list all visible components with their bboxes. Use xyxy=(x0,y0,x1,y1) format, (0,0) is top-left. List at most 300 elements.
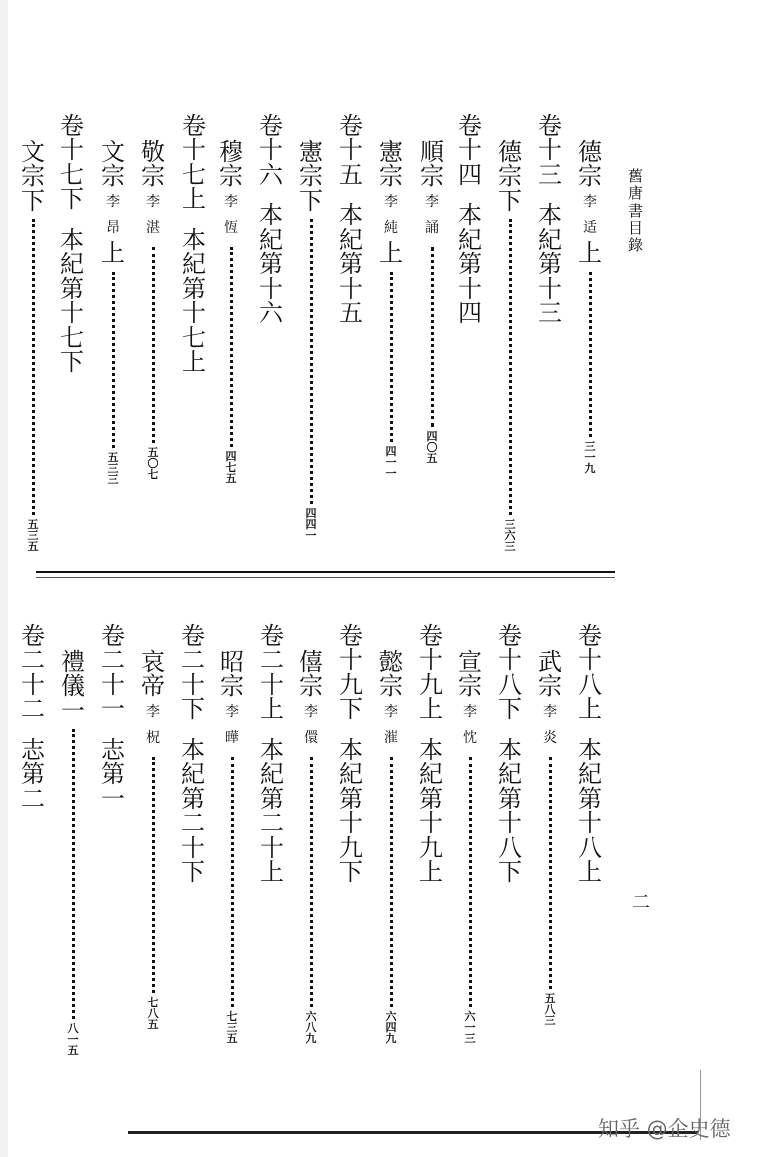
section-title-char: 八 xyxy=(578,833,602,862)
section-title-char: 紀 xyxy=(259,225,283,254)
entry-title-char: 禮 xyxy=(61,648,85,676)
toc-entry xyxy=(21,140,45,552)
section-title-char: 八 xyxy=(498,833,522,862)
toc-entry xyxy=(578,140,602,474)
page-reference-char: 五 xyxy=(147,1018,159,1032)
page-reference xyxy=(545,993,556,1026)
page-reference-char: 三 xyxy=(27,529,39,543)
dot-leader xyxy=(549,757,552,989)
section-title-char: 第 xyxy=(259,250,283,279)
section-title-char: 十 xyxy=(339,274,363,303)
toc-entry xyxy=(220,650,244,1044)
volume-number-char: 二 xyxy=(260,646,284,675)
volume-number-char: 四 xyxy=(458,160,482,189)
volume-number-char: 八 xyxy=(578,670,602,699)
emperor-name-char: 昂 xyxy=(106,220,120,237)
page-reference-char: 五 xyxy=(27,518,39,532)
section-title-char: 十 xyxy=(419,809,443,838)
entry-title-char: 宗 xyxy=(498,162,522,191)
emperor-name-char: 純 xyxy=(384,220,398,237)
volume-number-char: 十 xyxy=(458,136,482,165)
entry-title-char: 宣 xyxy=(458,648,482,676)
page-reference-char: 六 xyxy=(504,529,516,543)
dot-leader xyxy=(72,729,75,1019)
section-title-char: 紀 xyxy=(60,250,84,279)
volume-number-char: 十 xyxy=(181,670,205,699)
section-title-char: 紀 xyxy=(339,225,363,254)
page-reference xyxy=(465,1011,476,1044)
page-reference-char: 四 xyxy=(385,1021,397,1035)
section-title-char: 本 xyxy=(259,201,283,230)
section-title-char: 六 xyxy=(259,299,283,328)
dot-leader xyxy=(230,247,233,447)
entry-title-char: 宗 xyxy=(141,162,165,191)
page-reference xyxy=(306,1011,317,1044)
section-title-char: 十 xyxy=(458,274,482,303)
page-reference-char: 三 xyxy=(107,461,119,475)
emperor-name-char: 李 xyxy=(384,193,398,210)
volume-number-char: 卷 xyxy=(21,622,45,650)
volume-heading xyxy=(60,114,84,375)
section-title-char: 第 xyxy=(458,250,482,279)
emperor-name-char: 李 xyxy=(583,193,597,210)
section-title-char: 十 xyxy=(498,809,522,838)
section-title-char: 紀 xyxy=(419,760,443,789)
section-title-char: 紀 xyxy=(498,760,522,789)
page-reference-char: 四 xyxy=(305,518,317,532)
page-reference-char: 五 xyxy=(225,472,237,486)
section-title-char: 本 xyxy=(182,225,206,254)
section-title-char: 十 xyxy=(578,809,602,838)
volume-number-char: 十 xyxy=(60,136,84,165)
emperor-name-char: 漼 xyxy=(384,730,398,747)
entry-title-char: 昭 xyxy=(220,648,244,676)
entry-title-char: 宗 xyxy=(299,672,323,701)
emperor-name-char: 李 xyxy=(225,703,239,720)
page-reference-char: 五 xyxy=(226,1032,238,1046)
section-title-char: 第 xyxy=(101,760,125,789)
section-title-char: 本 xyxy=(60,225,84,254)
toc-entry xyxy=(420,140,444,464)
page-reference-char: 一 xyxy=(385,455,397,469)
entry-title-char: 敬 xyxy=(141,138,165,166)
page-reference-char: 一 xyxy=(584,450,596,464)
page-reference-char: 三 xyxy=(544,1014,556,1028)
emperor-name-char: 适 xyxy=(583,220,597,237)
volume-heading xyxy=(21,624,45,811)
entry-title-char: 宗 xyxy=(538,672,562,701)
emperor-name-char: 柷 xyxy=(146,730,160,747)
entry-title-char: 宗 xyxy=(379,672,403,701)
toc-entry xyxy=(219,140,243,484)
section-title-char: 本 xyxy=(578,735,602,764)
emperor-name-char: 忱 xyxy=(463,730,477,747)
section-title-char: 二 xyxy=(260,809,284,838)
volume-number-char: 卷 xyxy=(259,112,283,140)
volume-number-char: 十 xyxy=(182,136,206,165)
section-title-char: 下 xyxy=(181,858,205,887)
page-reference xyxy=(28,519,39,552)
page-reference xyxy=(226,451,237,484)
volume-number-char: 卷 xyxy=(101,622,125,650)
page-reference-char: 七 xyxy=(226,1010,238,1024)
entry-title-char: 宗 xyxy=(379,162,403,191)
emperor-name-char: 李 xyxy=(146,703,160,720)
page-reference-char: 三 xyxy=(504,540,516,554)
section-divider xyxy=(36,571,615,573)
entry-title-char: 憲 xyxy=(379,138,403,166)
volume-heading xyxy=(339,114,363,326)
entry-suffix-char: 上 xyxy=(101,239,125,268)
volume-number-char: 下 xyxy=(181,695,205,724)
page-reference-char: 五 xyxy=(426,452,438,466)
toc-entry xyxy=(379,140,403,479)
section-title-char: 十 xyxy=(260,833,284,862)
volume-number-char: 十 xyxy=(538,136,562,165)
page-reference-char: 四 xyxy=(385,444,397,458)
toc-entry xyxy=(458,650,482,1044)
section-title-char: 上 xyxy=(578,858,602,887)
volume-heading xyxy=(578,624,602,885)
section-title-char: 二 xyxy=(21,784,45,813)
page-reference xyxy=(227,1011,238,1044)
entry-title-char: 一 xyxy=(61,696,85,725)
section-title-char: 本 xyxy=(538,201,562,230)
page-reference-char: 九 xyxy=(305,1032,317,1046)
volume-number-char: 二 xyxy=(101,646,125,675)
emperor-name-char: 炎 xyxy=(543,730,557,747)
volume-number-char: 十 xyxy=(339,136,363,165)
header-char: 目 xyxy=(628,218,644,237)
section-title-char: 紀 xyxy=(181,760,205,789)
volume-number-char: 二 xyxy=(21,695,45,724)
page-reference-char: 一 xyxy=(385,466,397,480)
entry-title-char: 憲 xyxy=(299,138,323,166)
section-title-char: 五 xyxy=(339,299,363,328)
volume-number-char: 卷 xyxy=(498,622,522,650)
entry-title-char: 穆 xyxy=(219,138,243,166)
section-title-char: 十 xyxy=(60,299,84,328)
volume-number-char: 二 xyxy=(21,646,45,675)
volume-number-char: 二 xyxy=(181,646,205,675)
section-title-char: 下 xyxy=(339,858,363,887)
toc-entry xyxy=(141,650,165,1030)
section-title-char: 第 xyxy=(419,784,443,813)
entry-title-char: 宗 xyxy=(219,162,243,191)
section-title-char: 一 xyxy=(101,784,125,813)
volume-number-char: 八 xyxy=(498,670,522,699)
volume-number-char: 上 xyxy=(419,695,443,724)
section-title-char: 第 xyxy=(498,784,522,813)
section-title-char: 志 xyxy=(21,735,45,764)
dot-leader xyxy=(431,247,434,427)
page-reference-char: 四 xyxy=(225,450,237,464)
page-reference xyxy=(108,452,119,485)
section-title-char: 上 xyxy=(419,858,443,887)
entry-title-char: 宗 xyxy=(21,162,45,191)
section-title-char: 四 xyxy=(458,299,482,328)
dot-leader xyxy=(589,272,592,437)
dot-leader xyxy=(152,757,155,993)
section-title-char: 下 xyxy=(60,348,84,377)
volume-number-char: 十 xyxy=(419,646,443,675)
section-title-char: 紀 xyxy=(182,250,206,279)
entry-title-char: 宗 xyxy=(101,162,125,191)
emperor-name-char: 誦 xyxy=(425,220,439,237)
page-reference-char: 三 xyxy=(226,1021,238,1035)
volume-heading xyxy=(182,114,206,375)
volume-heading xyxy=(458,114,482,326)
section-title-char: 第 xyxy=(339,784,363,813)
page-reference-char: 四 xyxy=(426,430,438,444)
entry-title-char: 哀 xyxy=(141,648,165,676)
volume-heading xyxy=(101,624,125,811)
volume-number-char: 下 xyxy=(498,695,522,724)
volume-heading xyxy=(259,114,283,326)
volume-number-char: 卷 xyxy=(578,622,602,650)
section-title-char: 本 xyxy=(419,735,443,764)
entry-title-char: 下 xyxy=(299,186,323,215)
volume-number-char: 下 xyxy=(60,185,84,214)
page-reference xyxy=(585,441,596,474)
section-divider-thin xyxy=(36,577,615,578)
section-title-char: 七 xyxy=(182,323,206,352)
emperor-name-char: 李 xyxy=(106,193,120,210)
section-title-char: 九 xyxy=(419,833,443,862)
dot-leader xyxy=(390,272,393,442)
dot-leader xyxy=(509,219,512,515)
page-reference-char: 一 xyxy=(305,529,317,543)
section-title-char: 九 xyxy=(339,833,363,862)
volume-number-char: 七 xyxy=(60,160,84,189)
page-reference-char: 八 xyxy=(147,1007,159,1021)
section-title-char: 第 xyxy=(21,760,45,789)
volume-heading xyxy=(538,114,562,326)
page-reference-char: 五 xyxy=(107,450,119,464)
volume-number-char: 六 xyxy=(259,160,283,189)
entry-title-char: 僖 xyxy=(299,648,323,676)
header-char: 舊 xyxy=(628,167,644,185)
section-title-char: 十 xyxy=(182,299,206,328)
dot-leader xyxy=(310,757,313,1007)
page-reference xyxy=(148,997,159,1030)
page-reference-char: 七 xyxy=(225,461,237,475)
section-title-char: 第 xyxy=(182,274,206,303)
section-title-char: 紀 xyxy=(458,225,482,254)
section-title-char: 本 xyxy=(260,735,284,764)
page-reference-char: 一 xyxy=(464,1021,476,1035)
volume-number-char: 一 xyxy=(101,695,125,724)
volume-number-char: 上 xyxy=(260,695,284,724)
section-title-char: 本 xyxy=(339,201,363,230)
running-header xyxy=(628,168,643,254)
page-reference-char: 八 xyxy=(544,1003,556,1017)
volume-number-char: 卷 xyxy=(339,112,363,140)
volume-number-char: 上 xyxy=(182,185,206,214)
entry-title-char: 宗 xyxy=(299,162,323,191)
page-reference xyxy=(306,508,317,541)
entry-title-char: 宗 xyxy=(220,672,244,701)
entry-title-char: 武 xyxy=(538,648,562,676)
entry-title-char: 帝 xyxy=(141,672,165,701)
dot-leader xyxy=(112,272,115,448)
section-title-char: 三 xyxy=(538,299,562,328)
volume-number-char: 十 xyxy=(498,646,522,675)
section-title-char: 上 xyxy=(260,858,284,887)
page-reference-char: 六 xyxy=(305,1010,317,1024)
entry-suffix-char: 上 xyxy=(578,239,602,268)
header-char: 書 xyxy=(628,201,644,220)
page-reference-char: 七 xyxy=(147,996,159,1010)
volume-number-char: 十 xyxy=(578,646,602,675)
dot-leader xyxy=(390,757,393,1007)
volume-heading xyxy=(419,624,443,885)
section-title-char: 上 xyxy=(182,348,206,377)
page-reference-char: 六 xyxy=(385,1010,397,1024)
volume-number-char: 下 xyxy=(339,695,363,724)
entry-title-char: 下 xyxy=(498,186,522,215)
watermark: 知乎 @企史德 xyxy=(598,1117,731,1141)
page-reference-char: 五 xyxy=(544,992,556,1006)
scan-shadow xyxy=(0,0,8,1157)
page-number: 二 xyxy=(632,892,650,913)
dot-leader xyxy=(469,757,472,1007)
section-title-char: 志 xyxy=(101,735,125,764)
dot-leader xyxy=(231,757,234,1007)
section-title-char: 十 xyxy=(259,274,283,303)
volume-number-char: 七 xyxy=(182,160,206,189)
section-title-char: 第 xyxy=(538,250,562,279)
section-title-char: 十 xyxy=(339,809,363,838)
volume-number-char: 卷 xyxy=(60,112,84,140)
entry-title-char: 宗 xyxy=(578,162,602,191)
volume-number-char: 上 xyxy=(578,695,602,724)
entry-title-char: 文 xyxy=(21,138,45,166)
page-reference-char: 五 xyxy=(67,1044,79,1058)
section-title-char: 第 xyxy=(260,784,284,813)
volume-number-char: 卷 xyxy=(260,622,284,650)
volume-heading xyxy=(498,624,522,885)
toc-entry xyxy=(498,140,522,552)
page-reference xyxy=(148,447,159,480)
emperor-name-char: 李 xyxy=(146,193,160,210)
volume-number-char: 卷 xyxy=(339,622,363,650)
page-reference-char: 八 xyxy=(67,1022,79,1036)
volume-number-char: 卷 xyxy=(419,622,443,650)
dot-leader xyxy=(310,219,313,504)
page-reference-char: 三 xyxy=(464,1032,476,1046)
entry-title-char: 下 xyxy=(21,186,45,215)
toc-entry xyxy=(299,650,323,1044)
page-reference xyxy=(68,1023,79,1056)
page-reference-char: 一 xyxy=(67,1033,79,1047)
emperor-name-char: 恆 xyxy=(224,220,238,237)
page-reference xyxy=(386,446,397,479)
volume-number-char: 三 xyxy=(538,160,562,189)
section-title-char: 十 xyxy=(181,833,205,862)
emperor-name-char: 儇 xyxy=(304,730,318,747)
volume-number-char: 九 xyxy=(419,670,443,699)
entry-title-char: 順 xyxy=(420,138,444,166)
section-title-char: 第 xyxy=(60,274,84,303)
emperor-name-char: 李 xyxy=(543,703,557,720)
entry-suffix-char: 上 xyxy=(379,239,403,268)
entry-title-char: 懿 xyxy=(379,648,403,676)
page-reference-char: 三 xyxy=(107,472,119,486)
section-title-char: 本 xyxy=(181,735,205,764)
volume-number-char: 十 xyxy=(101,670,125,699)
volume-number-char: 卷 xyxy=(538,112,562,140)
section-title-char: 紀 xyxy=(578,760,602,789)
page-reference-char: 四 xyxy=(305,507,317,521)
section-title-char: 紀 xyxy=(339,760,363,789)
page-reference-char: 〇 xyxy=(426,441,438,455)
section-title-char: 二 xyxy=(181,809,205,838)
entry-title-char: 德 xyxy=(578,138,602,166)
emperor-name-char: 李 xyxy=(463,703,477,720)
section-title-char: 十 xyxy=(538,274,562,303)
dot-leader xyxy=(152,247,155,443)
volume-number-char: 九 xyxy=(339,670,363,699)
emperor-name-char: 李 xyxy=(384,703,398,720)
volume-heading xyxy=(260,624,284,885)
volume-number-char: 卷 xyxy=(458,112,482,140)
section-title-char: 紀 xyxy=(260,760,284,789)
page-reference xyxy=(386,1011,397,1044)
section-title-char: 七 xyxy=(60,323,84,352)
toc-entry xyxy=(101,140,125,485)
entry-title-char: 德 xyxy=(498,138,522,166)
header-char: 唐 xyxy=(628,184,644,203)
page-reference-char: 五 xyxy=(147,446,159,460)
emperor-name-char: 李 xyxy=(224,193,238,210)
entry-title-char: 儀 xyxy=(61,672,85,701)
section-title-char: 第 xyxy=(339,250,363,279)
page-reference-char: 〇 xyxy=(147,457,159,471)
header-char: 錄 xyxy=(628,236,644,254)
section-title-char: 第 xyxy=(578,784,602,813)
dot-leader xyxy=(32,219,35,515)
emperor-name-char: 曄 xyxy=(225,730,239,747)
section-title-char: 本 xyxy=(498,735,522,764)
volume-heading xyxy=(181,624,205,885)
emperor-name-char: 李 xyxy=(425,193,439,210)
section-title-char: 下 xyxy=(498,858,522,887)
section-title-char: 本 xyxy=(339,735,363,764)
entry-title-char: 文 xyxy=(101,138,125,166)
page-reference-char: 六 xyxy=(464,1010,476,1024)
emperor-name-char: 湛 xyxy=(146,220,160,237)
section-title-char: 紀 xyxy=(538,225,562,254)
page-reference-char: 七 xyxy=(147,468,159,482)
volume-number-char: 卷 xyxy=(181,622,205,650)
toc-entry xyxy=(141,140,165,480)
section-title-char: 第 xyxy=(181,784,205,813)
page-reference-char: 五 xyxy=(27,540,39,554)
emperor-name-char: 李 xyxy=(304,703,318,720)
volume-number-char: 十 xyxy=(339,646,363,675)
section-title-char: 本 xyxy=(458,201,482,230)
toc-entry xyxy=(61,650,85,1056)
page-reference-char: 九 xyxy=(385,1032,397,1046)
toc-entry xyxy=(299,140,323,541)
volume-number-char: 十 xyxy=(260,670,284,699)
volume-number-char: 十 xyxy=(21,670,45,699)
toc-entry xyxy=(538,650,562,1026)
volume-number-char: 卷 xyxy=(182,112,206,140)
page-reference-char: 八 xyxy=(305,1021,317,1035)
entry-title-char: 宗 xyxy=(458,672,482,701)
